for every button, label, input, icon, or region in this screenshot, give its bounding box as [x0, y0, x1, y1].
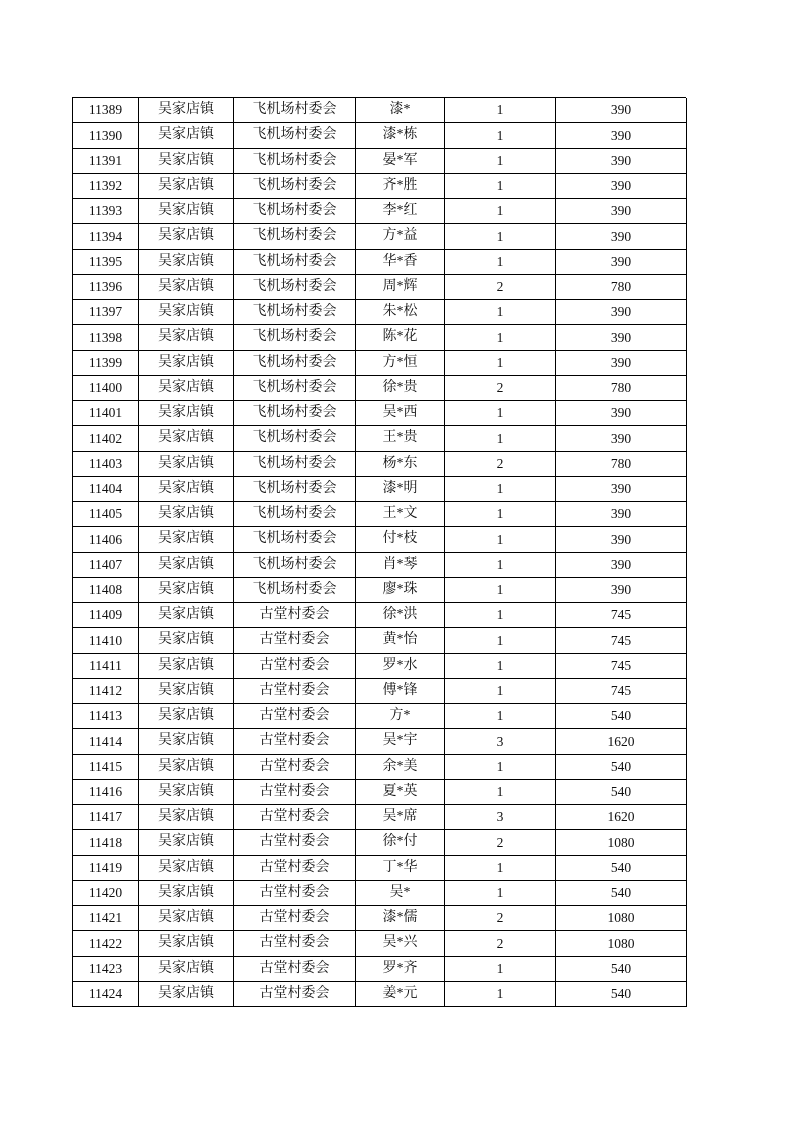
record-id-cell: 11405: [73, 502, 139, 527]
town-cell: 吴家店镇: [139, 477, 234, 502]
village-cell: 飞机场村委会: [234, 376, 356, 401]
record-id-cell: 11394: [73, 224, 139, 249]
village-cell: 飞机场村委会: [234, 98, 356, 123]
town-cell: 吴家店镇: [139, 856, 234, 881]
name-cell: 罗*水: [356, 654, 445, 679]
amount-cell: 745: [556, 654, 687, 679]
town-cell: 吴家店镇: [139, 578, 234, 603]
village-cell: 飞机场村委会: [234, 300, 356, 325]
name-cell: 徐*贵: [356, 376, 445, 401]
town-cell: 吴家店镇: [139, 906, 234, 931]
record-id-cell: 11407: [73, 553, 139, 578]
record-id-cell: 11416: [73, 780, 139, 805]
count-cell: 1: [445, 477, 556, 502]
amount-cell: 780: [556, 452, 687, 477]
town-cell: 吴家店镇: [139, 830, 234, 855]
amount-cell: 540: [556, 982, 687, 1007]
village-cell: 古堂村委会: [234, 982, 356, 1007]
record-id-cell: 11403: [73, 452, 139, 477]
name-cell: 徐*付: [356, 830, 445, 855]
count-cell: 1: [445, 250, 556, 275]
record-id-cell: 11391: [73, 149, 139, 174]
record-id-cell: 11406: [73, 527, 139, 552]
town-cell: 吴家店镇: [139, 174, 234, 199]
amount-cell: 390: [556, 199, 687, 224]
name-cell: 吴*席: [356, 805, 445, 830]
record-id-cell: 11390: [73, 123, 139, 148]
town-cell: 吴家店镇: [139, 603, 234, 628]
record-id-cell: 11393: [73, 199, 139, 224]
count-cell: 1: [445, 98, 556, 123]
records-table: [72, 97, 686, 1007]
village-cell: 飞机场村委会: [234, 553, 356, 578]
name-cell: 李*红: [356, 199, 445, 224]
amount-cell: 390: [556, 578, 687, 603]
name-cell: 杨*东: [356, 452, 445, 477]
town-cell: 吴家店镇: [139, 123, 234, 148]
count-cell: 1: [445, 578, 556, 603]
village-cell: 古堂村委会: [234, 679, 356, 704]
record-id-cell: 11411: [73, 654, 139, 679]
name-cell: 廖*珠: [356, 578, 445, 603]
count-cell: 2: [445, 376, 556, 401]
village-cell: 飞机场村委会: [234, 502, 356, 527]
count-cell: 1: [445, 856, 556, 881]
amount-cell: 540: [556, 957, 687, 982]
town-cell: 吴家店镇: [139, 149, 234, 174]
amount-cell: 390: [556, 224, 687, 249]
village-cell: 古堂村委会: [234, 881, 356, 906]
amount-cell: 390: [556, 401, 687, 426]
amount-cell: 390: [556, 98, 687, 123]
count-cell: 2: [445, 906, 556, 931]
name-cell: 肖*琴: [356, 553, 445, 578]
town-cell: 吴家店镇: [139, 654, 234, 679]
town-cell: 吴家店镇: [139, 628, 234, 653]
town-cell: 吴家店镇: [139, 300, 234, 325]
amount-cell: 1620: [556, 729, 687, 754]
count-cell: 1: [445, 957, 556, 982]
record-id-cell: 11413: [73, 704, 139, 729]
record-id-cell: 11412: [73, 679, 139, 704]
name-cell: 吴*宇: [356, 729, 445, 754]
amount-cell: 540: [556, 881, 687, 906]
amount-cell: 745: [556, 679, 687, 704]
name-cell: 罗*齐: [356, 957, 445, 982]
amount-cell: 390: [556, 553, 687, 578]
record-id-cell: 11415: [73, 755, 139, 780]
town-cell: 吴家店镇: [139, 502, 234, 527]
town-cell: 吴家店镇: [139, 679, 234, 704]
name-cell: 晏*军: [356, 149, 445, 174]
name-cell: 陈*花: [356, 325, 445, 350]
village-cell: 古堂村委会: [234, 805, 356, 830]
amount-cell: 390: [556, 527, 687, 552]
amount-cell: 780: [556, 376, 687, 401]
town-cell: 吴家店镇: [139, 805, 234, 830]
amount-cell: 390: [556, 250, 687, 275]
record-id-cell: 11408: [73, 578, 139, 603]
record-id-cell: 11421: [73, 906, 139, 931]
amount-cell: 540: [556, 856, 687, 881]
village-cell: 飞机场村委会: [234, 149, 356, 174]
amount-cell: 1080: [556, 830, 687, 855]
town-cell: 吴家店镇: [139, 957, 234, 982]
name-cell: 夏*英: [356, 780, 445, 805]
amount-cell: 1080: [556, 931, 687, 956]
record-id-cell: 11392: [73, 174, 139, 199]
village-cell: 古堂村委会: [234, 755, 356, 780]
record-id-cell: 11418: [73, 830, 139, 855]
village-cell: 飞机场村委会: [234, 250, 356, 275]
count-cell: 2: [445, 452, 556, 477]
name-cell: 吴*: [356, 881, 445, 906]
name-cell: 付*枝: [356, 527, 445, 552]
count-cell: 1: [445, 654, 556, 679]
record-id-cell: 11414: [73, 729, 139, 754]
amount-cell: 780: [556, 275, 687, 300]
town-cell: 吴家店镇: [139, 982, 234, 1007]
record-id-cell: 11396: [73, 275, 139, 300]
name-cell: 吴*西: [356, 401, 445, 426]
village-cell: 飞机场村委会: [234, 452, 356, 477]
name-cell: 吴*兴: [356, 931, 445, 956]
count-cell: 1: [445, 679, 556, 704]
village-cell: 飞机场村委会: [234, 401, 356, 426]
record-id-cell: 11399: [73, 351, 139, 376]
count-cell: 3: [445, 729, 556, 754]
amount-cell: 390: [556, 149, 687, 174]
record-id-cell: 11419: [73, 856, 139, 881]
record-id-cell: 11402: [73, 426, 139, 451]
record-id-cell: 11404: [73, 477, 139, 502]
amount-cell: 540: [556, 755, 687, 780]
name-cell: 朱*松: [356, 300, 445, 325]
town-cell: 吴家店镇: [139, 401, 234, 426]
record-id-cell: 11395: [73, 250, 139, 275]
count-cell: 1: [445, 881, 556, 906]
name-cell: 徐*洪: [356, 603, 445, 628]
name-cell: 漆*栋: [356, 123, 445, 148]
count-cell: 1: [445, 149, 556, 174]
village-cell: 飞机场村委会: [234, 325, 356, 350]
record-id-cell: 11420: [73, 881, 139, 906]
village-cell: 飞机场村委会: [234, 224, 356, 249]
record-id-cell: 11417: [73, 805, 139, 830]
count-cell: 1: [445, 174, 556, 199]
count-cell: 2: [445, 830, 556, 855]
village-cell: 古堂村委会: [234, 628, 356, 653]
name-cell: 方*益: [356, 224, 445, 249]
amount-cell: 745: [556, 628, 687, 653]
village-cell: 飞机场村委会: [234, 351, 356, 376]
town-cell: 吴家店镇: [139, 755, 234, 780]
amount-cell: 390: [556, 300, 687, 325]
village-cell: 飞机场村委会: [234, 275, 356, 300]
town-cell: 吴家店镇: [139, 881, 234, 906]
name-cell: 王*文: [356, 502, 445, 527]
name-cell: 齐*胜: [356, 174, 445, 199]
record-id-cell: 11389: [73, 98, 139, 123]
amount-cell: 390: [556, 325, 687, 350]
name-cell: 方*恒: [356, 351, 445, 376]
village-cell: 古堂村委会: [234, 780, 356, 805]
town-cell: 吴家店镇: [139, 452, 234, 477]
village-cell: 古堂村委会: [234, 729, 356, 754]
name-cell: 姜*元: [356, 982, 445, 1007]
count-cell: 2: [445, 931, 556, 956]
record-id-cell: 11397: [73, 300, 139, 325]
town-cell: 吴家店镇: [139, 426, 234, 451]
village-cell: 飞机场村委会: [234, 426, 356, 451]
name-cell: 漆*儒: [356, 906, 445, 931]
village-cell: 古堂村委会: [234, 704, 356, 729]
record-id-cell: 11422: [73, 931, 139, 956]
count-cell: 2: [445, 275, 556, 300]
name-cell: 周*辉: [356, 275, 445, 300]
name-cell: 方*: [356, 704, 445, 729]
town-cell: 吴家店镇: [139, 351, 234, 376]
count-cell: 1: [445, 603, 556, 628]
count-cell: 1: [445, 300, 556, 325]
village-cell: 古堂村委会: [234, 906, 356, 931]
count-cell: 1: [445, 780, 556, 805]
record-id-cell: 11409: [73, 603, 139, 628]
town-cell: 吴家店镇: [139, 931, 234, 956]
town-cell: 吴家店镇: [139, 199, 234, 224]
amount-cell: 1620: [556, 805, 687, 830]
record-id-cell: 11423: [73, 957, 139, 982]
count-cell: 1: [445, 351, 556, 376]
village-cell: 古堂村委会: [234, 931, 356, 956]
name-cell: 黄*怡: [356, 628, 445, 653]
town-cell: 吴家店镇: [139, 275, 234, 300]
village-cell: 古堂村委会: [234, 603, 356, 628]
village-cell: 古堂村委会: [234, 856, 356, 881]
name-cell: 丁*华: [356, 856, 445, 881]
record-id-cell: 11410: [73, 628, 139, 653]
amount-cell: 390: [556, 123, 687, 148]
amount-cell: 1080: [556, 906, 687, 931]
town-cell: 吴家店镇: [139, 780, 234, 805]
count-cell: 1: [445, 325, 556, 350]
count-cell: 1: [445, 199, 556, 224]
town-cell: 吴家店镇: [139, 376, 234, 401]
count-cell: 3: [445, 805, 556, 830]
record-id-cell: 11398: [73, 325, 139, 350]
count-cell: 1: [445, 224, 556, 249]
town-cell: 吴家店镇: [139, 553, 234, 578]
count-cell: 1: [445, 527, 556, 552]
count-cell: 1: [445, 123, 556, 148]
village-cell: 古堂村委会: [234, 957, 356, 982]
record-id-cell: 11424: [73, 982, 139, 1007]
record-id-cell: 11401: [73, 401, 139, 426]
village-cell: 飞机场村委会: [234, 174, 356, 199]
amount-cell: 390: [556, 426, 687, 451]
village-cell: 古堂村委会: [234, 654, 356, 679]
village-cell: 飞机场村委会: [234, 477, 356, 502]
count-cell: 1: [445, 553, 556, 578]
count-cell: 1: [445, 982, 556, 1007]
amount-cell: 390: [556, 477, 687, 502]
name-cell: 傅*锋: [356, 679, 445, 704]
amount-cell: 540: [556, 780, 687, 805]
count-cell: 1: [445, 755, 556, 780]
count-cell: 1: [445, 401, 556, 426]
name-cell: 漆*: [356, 98, 445, 123]
amount-cell: 390: [556, 351, 687, 376]
amount-cell: 745: [556, 603, 687, 628]
town-cell: 吴家店镇: [139, 729, 234, 754]
name-cell: 余*美: [356, 755, 445, 780]
count-cell: 1: [445, 426, 556, 451]
amount-cell: 390: [556, 174, 687, 199]
village-cell: 飞机场村委会: [234, 578, 356, 603]
town-cell: 吴家店镇: [139, 224, 234, 249]
town-cell: 吴家店镇: [139, 704, 234, 729]
name-cell: 华*香: [356, 250, 445, 275]
record-id-cell: 11400: [73, 376, 139, 401]
town-cell: 吴家店镇: [139, 325, 234, 350]
town-cell: 吴家店镇: [139, 527, 234, 552]
count-cell: 1: [445, 704, 556, 729]
amount-cell: 390: [556, 502, 687, 527]
town-cell: 吴家店镇: [139, 98, 234, 123]
village-cell: 飞机场村委会: [234, 199, 356, 224]
village-cell: 飞机场村委会: [234, 527, 356, 552]
village-cell: 飞机场村委会: [234, 123, 356, 148]
count-cell: 1: [445, 628, 556, 653]
town-cell: 吴家店镇: [139, 250, 234, 275]
name-cell: 王*贵: [356, 426, 445, 451]
count-cell: 1: [445, 502, 556, 527]
amount-cell: 540: [556, 704, 687, 729]
village-cell: 古堂村委会: [234, 830, 356, 855]
name-cell: 漆*明: [356, 477, 445, 502]
